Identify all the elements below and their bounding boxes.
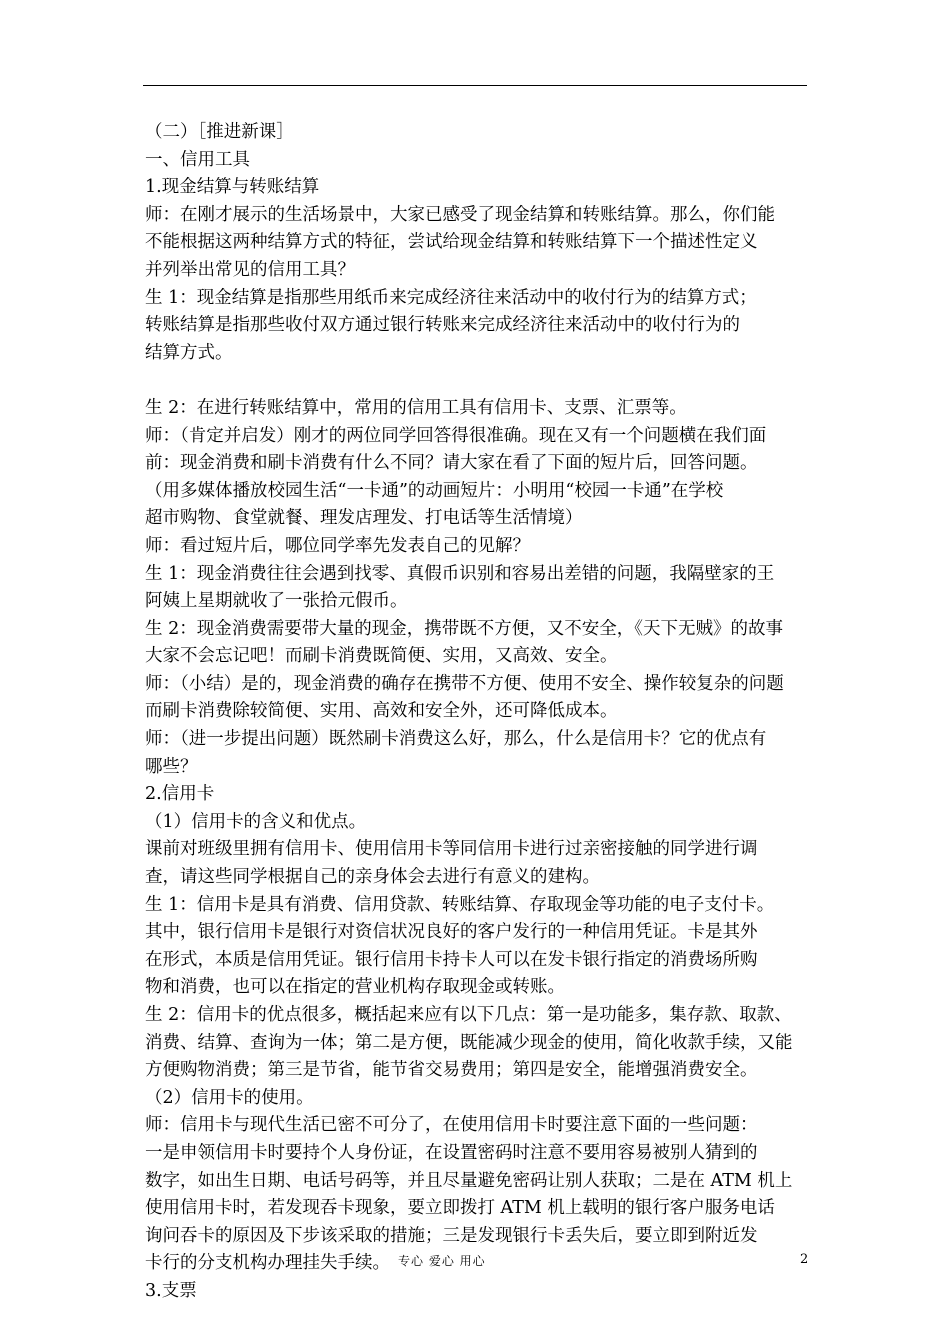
text-line: 课前对班级里拥有信用卡、使用信用卡等同信用卡进行过亲密接触的同学进行调 (145, 839, 758, 860)
text-line: 师：（小结）是的，现金消费的确存在携带不方便、使用不安全、操作较复杂的问题 (145, 673, 784, 694)
text-line: 1.现金结算与转账结算 (145, 177, 320, 198)
text-line: 生 1：信用卡是具有消费、信用贷款、转账结算、存取现金等功能的电子支付卡。 (145, 894, 775, 915)
text-line: 生 1：现金消费往往会遇到找零、真假币识别和容易出差错的问题，我隔壁家的王 (145, 563, 775, 584)
text-line: 生 2：现金消费需要带大量的现金，携带既不方便，又不安全，《天下无贼》的故事 (145, 618, 783, 639)
text-line: 师：看过短片后，哪位同学率先发表自己的见解？ (145, 535, 530, 556)
text-line: 不能根据这两种结算方式的特征，尝试给现金结算和转账结算下一个描述性定义 (145, 232, 758, 253)
text-line: 师：信用卡与现代生活已密不可分了，在使用信用卡时要注意下面的一些问题： (145, 1115, 758, 1136)
text-line: 生 1：现金结算是指那些用纸币来完成经济往来活动中的收付行为的结算方式； (145, 287, 757, 308)
text-line: 查，请这些同学根据自己的亲身体会去进行有意义的建构。 (145, 867, 600, 888)
text-line: 使用信用卡时，若发现吞卡现象，要立即拨打 ATM 机上载明的银行客户服务电话 (145, 1198, 775, 1219)
text-line (145, 367, 809, 395)
text-line: 3.支票 (145, 1280, 197, 1301)
text-line: 方便购物消费；第三是节省，能节省交易费用；第四是安全，能增强消费安全。 (145, 1060, 758, 1081)
text-line: 哪些？ (145, 756, 198, 777)
text-line: 师：在刚才展示的生活场景中，大家已感受了现金结算和转账结算。那么，你们能 (145, 204, 775, 225)
text-line: 物和消费，也可以在指定的营业机构存取现金或转账。 (145, 977, 565, 998)
text-line: 一是申领信用卡时要持个人身份证，在设置密码时注意不要用容易被别人猜到的 (145, 1142, 758, 1163)
text-line: 生 2：信用卡的优点很多，概括起来应有以下几点：第一是功能多，集存款、取款、 (145, 1005, 792, 1025)
text-line: 其中，银行信用卡是银行对资信状况良好的客户发行的一种信用凭证。卡是其外 (145, 922, 758, 943)
text-line: 询问吞卡的原因及下步该采取的措施；三是发现银行卡丢失后，要立即到附近发 (145, 1225, 758, 1246)
text-line: 超市购物、食堂就餐、理发店理发、打电话等生活情境） (145, 508, 583, 529)
text-line: 一、信用工具 (145, 149, 250, 170)
text-line: 结算方式。 (145, 342, 233, 363)
text-line: 前：现金消费和刷卡消费有什么不同？请大家在看了下面的短片后，回答问题。 (145, 453, 758, 474)
text-line: （二）［推进新课］ (145, 122, 294, 142)
document-body (145, 119, 809, 1306)
text-line: 数字，如出生日期、电话号码等，并且尽量避免密码让别人获取；二是在 ATM 机上 (145, 1170, 793, 1191)
text-line: （1）信用卡的含义和优点。 (145, 811, 367, 832)
text-line: 阿姨上星期就收了一张拾元假币。 (145, 591, 408, 612)
text-line: （用多媒体播放校园生活“一卡通”的动画短片：小明用“校园一卡通”在学校 (145, 480, 724, 501)
text-line: （2）信用卡的使用。 (145, 1087, 314, 1108)
text-line: 卡行的分支机构办理挂失手续。 (145, 1253, 390, 1274)
text-line: 2.信用卡 (145, 784, 215, 805)
footer-motto: 专心 爱心 用心 (398, 1254, 486, 1268)
header-rule (143, 85, 807, 86)
page-number: 2 (800, 1252, 809, 1267)
text-line: 并列举出常见的信用工具？ (145, 259, 355, 280)
text-line: 而刷卡消费除较简便、实用、高效和安全外，还可降低成本。 (145, 701, 618, 722)
text-line: 消费、结算、查询为一体；第二是方便，既能减少现金的使用，简化收款手续，又能 (145, 1032, 793, 1053)
text-line: 转账结算是指那些收付双方通过银行转账来完成经济往来活动中的收付行为的 (145, 315, 740, 336)
text-line: 生 2：在进行转账结算中，常用的信用工具有信用卡、支票、汇票等。 (145, 397, 687, 418)
text-line: 师：（进一步提出问题）既然刷卡消费这么好，那么，什么是信用卡？它的优点有 (145, 729, 767, 750)
text-line: 在形式，本质是信用凭证。银行信用卡持卡人可以在发卡银行指定的消费场所购 (145, 949, 758, 970)
text-line: 师：（肯定并启发）刚才的两位同学回答得很准确。现在又有一个问题横在我们面 (145, 425, 767, 446)
text-line: 大家不会忘记吧！而刷卡消费既简便、实用，又高效、安全。 (145, 646, 618, 667)
